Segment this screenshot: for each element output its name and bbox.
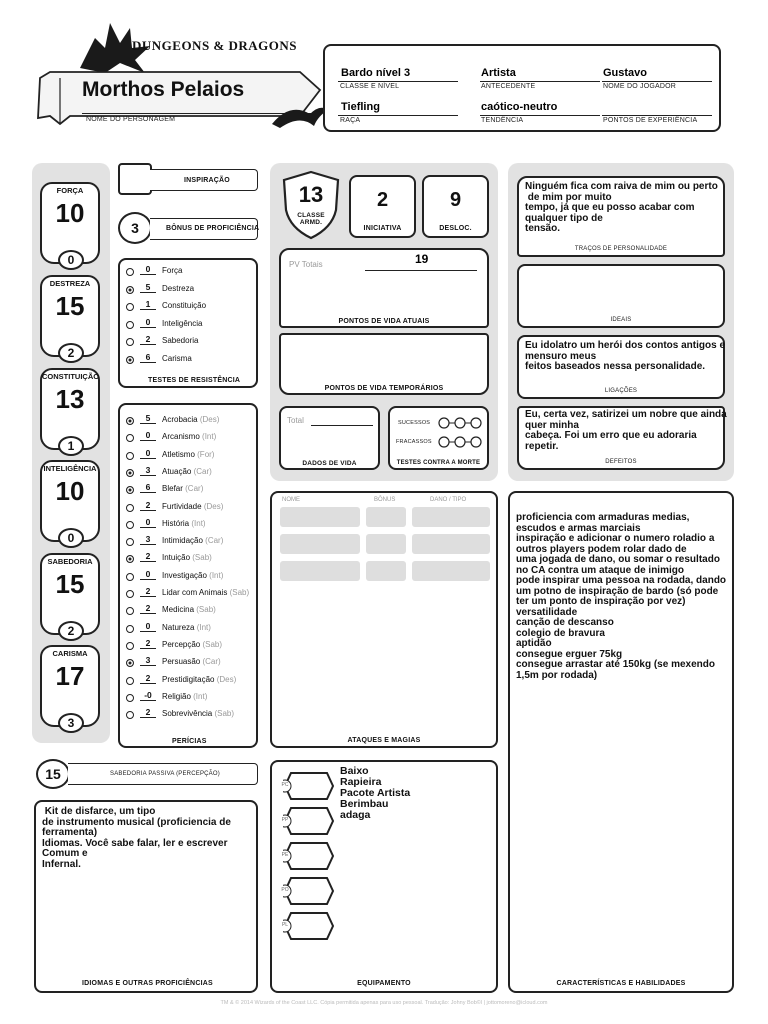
hit-dice-total-line bbox=[311, 425, 373, 426]
skill-label: Religião bbox=[162, 691, 191, 701]
skill-label: Furtividade bbox=[162, 501, 202, 511]
skill-label-wrap bbox=[162, 432, 216, 441]
death-saves-label: TESTES CONTRA A MORTE bbox=[396, 460, 481, 466]
proficiency-dot[interactable] bbox=[126, 504, 134, 512]
bonds-line: Eu idolatro um herói dos contos antigos e bbox=[525, 340, 726, 351]
feature-line: consegue erguer 75kg bbox=[516, 648, 623, 660]
skill-row bbox=[120, 673, 260, 690]
proficiency-label: BÔNUS DE PROFICIÊNCIA bbox=[166, 225, 260, 232]
equipment-item: Baixo bbox=[340, 765, 369, 777]
skill-row bbox=[120, 707, 260, 724]
skill-value[interactable]: 2 bbox=[140, 673, 156, 684]
proficiency-dot[interactable] bbox=[126, 625, 134, 633]
skill-row bbox=[120, 638, 260, 655]
skill-label: Lidar com Animais bbox=[162, 588, 228, 597]
ideals-label: IDEAIS bbox=[610, 317, 632, 323]
ability-name: SABEDORIA bbox=[47, 557, 93, 566]
skill-value[interactable]: 3 bbox=[140, 534, 156, 545]
skill-value[interactable]: 3 bbox=[140, 655, 156, 666]
attack-row-3-damage[interactable] bbox=[412, 561, 490, 581]
player-name-value[interactable]: Gustavo bbox=[603, 67, 648, 79]
skill-row bbox=[120, 621, 260, 638]
skill-row bbox=[120, 413, 260, 430]
skill-label-wrap bbox=[162, 536, 223, 545]
proficiency-line: Idiomas. Você sabe falar, ler e escrever bbox=[42, 837, 228, 849]
saving-throw-value[interactable]: 1 bbox=[140, 299, 156, 310]
ability-score[interactable]: 13 bbox=[55, 384, 85, 414]
saving-throws-list bbox=[120, 264, 260, 374]
bonds-line: mensuro meus bbox=[525, 350, 597, 362]
skill-attribute: (Int) bbox=[193, 691, 208, 701]
footer-copyright: TM & © 2014 Wizards of the Coast LLC. Cópia permitida apenas para uso pessoal. Tradução: Johny Bob©l | jottomoreno@icloud.com bbox=[220, 1000, 548, 1006]
feature-line: versatilidade bbox=[516, 606, 578, 618]
skills-list bbox=[120, 413, 260, 728]
skill-row bbox=[120, 534, 260, 551]
coin-label: PL bbox=[281, 922, 289, 928]
skill-row bbox=[120, 603, 260, 620]
skill-label: Investigação bbox=[162, 570, 207, 580]
skill-attribute: (Des) bbox=[216, 674, 237, 684]
proficiencies-title: IDIOMAS E OUTRAS PROFICIÊNCIAS bbox=[82, 980, 213, 987]
skill-attribute: (Int) bbox=[209, 570, 224, 580]
saving-throw-row bbox=[120, 317, 260, 334]
ability-score[interactable]: 15 bbox=[55, 569, 85, 599]
feature-line: ter um ponto de inspiração por vez) bbox=[516, 596, 686, 607]
ability-name: CONSTITUIÇÃO bbox=[42, 372, 100, 381]
skill-label: Acrobacia bbox=[162, 415, 198, 424]
feature-line: uma jogada de dano, ou somar o resultado bbox=[516, 554, 720, 565]
proficiency-bonus-value[interactable]: 3 bbox=[118, 212, 152, 244]
attack-row-3-name[interactable] bbox=[280, 561, 360, 581]
traits-box[interactable] bbox=[517, 176, 725, 257]
ability-modifier[interactable]: 3 bbox=[58, 713, 84, 733]
saving-throw-value[interactable]: 0 bbox=[140, 317, 156, 328]
equipment-item: Rapieira bbox=[340, 776, 382, 788]
saving-throw-label: Sabedoria bbox=[162, 336, 199, 345]
hp-max-label: PV Totais bbox=[289, 260, 323, 269]
ability-modifier[interactable]: 0 bbox=[58, 528, 84, 548]
skill-attribute: (Car) bbox=[185, 484, 204, 494]
skill-label: Blefar bbox=[162, 484, 183, 494]
ability-name: FORÇA bbox=[56, 186, 84, 195]
traits-line: de mim por muito bbox=[525, 191, 612, 203]
saving-throw-label: Constituição bbox=[162, 301, 207, 310]
traits-line: tempo, já que eu posso acabar com bbox=[525, 202, 695, 213]
saving-throw-row bbox=[120, 299, 260, 316]
speed-label: DESLOC. bbox=[439, 225, 472, 232]
skill-value[interactable]: 0 bbox=[140, 448, 156, 459]
attack-row-3-bonus[interactable] bbox=[366, 561, 406, 581]
ability-score[interactable]: 15 bbox=[55, 291, 85, 321]
ability-score[interactable]: 10 bbox=[55, 476, 85, 506]
feature-line: aptidão bbox=[516, 638, 552, 649]
hp-current-label: PONTOS DE VIDA ATUAIS bbox=[338, 318, 430, 325]
proficiency-dot[interactable] bbox=[126, 555, 134, 563]
skill-label: Intuição bbox=[162, 553, 191, 563]
ability-score[interactable]: 17 bbox=[55, 661, 85, 691]
inspiration-label: INSPIRAÇÃO bbox=[184, 177, 230, 184]
proficiency-dot[interactable] bbox=[126, 356, 134, 364]
flaws-box[interactable] bbox=[517, 406, 725, 470]
character-name[interactable]: Morthos Pelaios bbox=[82, 78, 245, 101]
skill-label-wrap bbox=[162, 519, 206, 528]
flaws-line: repetir. bbox=[525, 440, 559, 452]
death-success-circles[interactable] bbox=[436, 416, 484, 430]
skill-value[interactable]: 3 bbox=[140, 465, 156, 476]
hit-dice-label: DADOS DE VIDA bbox=[302, 460, 357, 467]
feature-line: proficiencia com armaduras medias, bbox=[516, 512, 690, 523]
skill-label-wrap bbox=[162, 605, 216, 614]
feature-line: canção de descanso bbox=[516, 617, 614, 628]
skill-attribute: (Sab) bbox=[192, 553, 212, 563]
background-label: ANTECEDENTE bbox=[481, 83, 536, 90]
coin-pp[interactable] bbox=[283, 806, 333, 836]
coin-pl[interactable] bbox=[283, 911, 333, 941]
skill-label-wrap bbox=[162, 709, 234, 718]
traits-line: Ninguém fica com raiva de mim ou perto bbox=[525, 181, 718, 192]
saving-throws-title: TESTES DE RESISTÊNCIA bbox=[148, 377, 241, 384]
proficiency-dot[interactable] bbox=[126, 642, 134, 650]
skill-label-wrap bbox=[162, 502, 223, 511]
saving-throw-label: Carisma bbox=[162, 353, 192, 363]
skill-label-wrap bbox=[162, 467, 212, 476]
speed-value[interactable]: 9 bbox=[449, 189, 462, 211]
skill-row bbox=[120, 586, 260, 603]
skill-attribute: (Sab) bbox=[196, 605, 216, 615]
skill-row bbox=[120, 655, 260, 672]
feature-line: no CA contra um ataque de inimigo bbox=[516, 564, 684, 576]
saving-throw-label: Inteligência bbox=[162, 318, 203, 328]
skill-attribute: (Car) bbox=[205, 536, 224, 546]
proficiency-line: ferramenta) bbox=[42, 827, 98, 838]
xp-label: PONTOS DE EXPERIÊNCIA bbox=[603, 117, 698, 124]
ability-modifier[interactable]: 2 bbox=[58, 621, 84, 641]
speed-box bbox=[422, 175, 489, 238]
proficiency-dot[interactable] bbox=[126, 417, 134, 425]
skill-value[interactable]: -0 bbox=[140, 690, 156, 701]
proficiencies-text[interactable] bbox=[42, 807, 254, 870]
skill-value[interactable]: 2 bbox=[140, 707, 156, 718]
proficiency-line: de instrumento musical (proficiencia de bbox=[42, 816, 231, 828]
saving-throw-value[interactable]: 6 bbox=[140, 352, 156, 363]
header bbox=[30, 10, 730, 150]
skills-title: PERÍCIAS bbox=[172, 738, 207, 745]
skill-row bbox=[120, 448, 260, 465]
alignment-line bbox=[480, 115, 600, 116]
flaws-text bbox=[525, 409, 727, 452]
bonds-text bbox=[525, 340, 726, 373]
proficiency-dot[interactable] bbox=[126, 321, 134, 329]
attacks-col-name: NOME bbox=[282, 497, 300, 503]
player-name-line bbox=[602, 81, 712, 82]
skill-attribute: (Car) bbox=[202, 657, 221, 667]
proficiency-dot[interactable] bbox=[126, 486, 134, 494]
proficiency-dot[interactable] bbox=[126, 538, 134, 546]
features-title: CARACTERÍSTICAS E HABILIDADES bbox=[556, 980, 686, 987]
proficiency-dot[interactable] bbox=[126, 590, 134, 598]
feature-line: um potno de inspiração de bardo (só pode bbox=[516, 585, 719, 597]
equipment-list[interactable] bbox=[340, 766, 490, 821]
features-text[interactable] bbox=[516, 513, 730, 681]
ability-modifier[interactable]: 2 bbox=[58, 343, 84, 363]
saving-throw-value[interactable]: 5 bbox=[140, 282, 156, 293]
attacks-title: ATAQUES E MAGIAS bbox=[347, 737, 421, 744]
hp-temp-box[interactable] bbox=[279, 333, 489, 395]
skill-value[interactable]: 0 bbox=[140, 621, 156, 632]
proficiencies-panel bbox=[34, 800, 258, 993]
skill-attribute: (Int) bbox=[196, 622, 211, 632]
skill-label: Atuação bbox=[162, 466, 192, 476]
ability-name: CARISMA bbox=[52, 649, 88, 658]
saving-throw-label: Destreza bbox=[162, 283, 195, 293]
saving-throw-row bbox=[120, 264, 260, 281]
skill-row bbox=[120, 500, 260, 517]
attack-row-2-name[interactable] bbox=[280, 534, 360, 554]
skill-attribute: (Car) bbox=[193, 466, 212, 476]
player-name-label: NOME DO JOGADOR bbox=[603, 83, 677, 90]
attack-row-1-name[interactable] bbox=[280, 507, 360, 527]
equipment-item: Pacote Artista bbox=[340, 787, 411, 799]
proficiency-dot[interactable] bbox=[126, 452, 134, 460]
skill-label-wrap bbox=[162, 675, 236, 684]
ability-intelligence bbox=[40, 460, 100, 545]
skill-value[interactable]: 0 bbox=[140, 517, 156, 528]
hit-dice-box[interactable] bbox=[279, 406, 380, 470]
attacks-col-damage: DANO / TIPO bbox=[430, 497, 467, 503]
character-name-label: NOME DO PERSONAGEM bbox=[86, 116, 176, 123]
ability-wisdom bbox=[40, 553, 100, 638]
attacks-col-bonus: BÔNUS bbox=[374, 497, 396, 503]
class-level-value[interactable]: Bardo nível 3 bbox=[341, 67, 411, 79]
proficiency-dot[interactable] bbox=[126, 268, 134, 276]
ability-modifier[interactable]: 0 bbox=[58, 250, 84, 270]
saving-throw-value[interactable]: 0 bbox=[140, 264, 156, 275]
skill-attribute: (Des) bbox=[199, 415, 220, 424]
attack-row-2-bonus[interactable] bbox=[366, 534, 406, 554]
class-level-line bbox=[338, 81, 458, 82]
proficiency-dot[interactable] bbox=[126, 303, 134, 311]
xp-line bbox=[602, 115, 712, 116]
feature-line: escudos e armas marciais bbox=[516, 522, 641, 534]
proficiency-dot[interactable] bbox=[126, 434, 134, 442]
proficiency-dot[interactable] bbox=[126, 694, 134, 702]
passive-wisdom-label: SABEDORIA PASSIVA (PERCEPÇÃO) bbox=[110, 771, 220, 777]
skill-label-wrap bbox=[162, 415, 219, 424]
coin-pe[interactable] bbox=[283, 841, 333, 871]
saving-throw-value[interactable]: 2 bbox=[140, 334, 156, 345]
coin-label: PC bbox=[281, 782, 289, 788]
skill-attribute: (For) bbox=[197, 449, 215, 459]
features-panel bbox=[508, 491, 734, 993]
equipment-item: adaga bbox=[340, 809, 371, 821]
skill-row bbox=[120, 482, 260, 499]
skill-row bbox=[120, 690, 260, 707]
armor-class-value[interactable]: 13 bbox=[298, 182, 324, 207]
hit-dice-total-label: Total bbox=[287, 416, 304, 425]
traits-text bbox=[525, 182, 723, 235]
skill-label: Persuasão bbox=[162, 657, 201, 667]
skill-label-wrap bbox=[162, 640, 222, 649]
feature-line: consegue arrastar até 150kg (se mexendo bbox=[516, 659, 715, 670]
initiative-box bbox=[349, 175, 416, 238]
initiative-label: INICIATIVA bbox=[363, 225, 402, 232]
attack-row-2-damage[interactable] bbox=[412, 534, 490, 554]
skill-attribute: (Sab) bbox=[214, 709, 235, 719]
saving-throw-row bbox=[120, 352, 260, 369]
dragon-ornament-icon bbox=[270, 100, 330, 130]
ability-name: INTELIGÊNCIA bbox=[43, 464, 97, 473]
skill-label-wrap bbox=[162, 623, 211, 632]
ability-charisma bbox=[40, 645, 100, 730]
skill-row bbox=[120, 517, 260, 534]
proficiency-dot[interactable] bbox=[126, 521, 134, 529]
skill-label-wrap bbox=[162, 571, 223, 580]
flaws-line: quer minha bbox=[525, 419, 579, 431]
skill-row bbox=[120, 569, 260, 586]
skill-attribute: (Int) bbox=[191, 518, 206, 528]
skill-value[interactable]: 2 bbox=[140, 551, 156, 562]
skill-label: História bbox=[162, 518, 190, 528]
alignment-value[interactable]: caótico-neutro bbox=[481, 101, 558, 113]
skill-label-wrap bbox=[162, 484, 203, 493]
hp-max-value[interactable]: 19 bbox=[415, 252, 429, 266]
coin-po[interactable] bbox=[283, 876, 333, 906]
saving-throws-panel bbox=[118, 258, 258, 388]
death-fail-circles[interactable] bbox=[436, 435, 484, 449]
skill-label: Intimidação bbox=[162, 536, 203, 546]
attack-row-1-bonus[interactable] bbox=[366, 507, 406, 527]
armor-class-label: CLASSE ARMD. bbox=[297, 212, 325, 226]
ability-strength bbox=[40, 182, 100, 267]
skill-label-wrap bbox=[162, 553, 212, 562]
skill-attribute: (Sab) bbox=[229, 588, 250, 597]
flaws-label: DEFEITOS bbox=[605, 459, 637, 465]
death-fail-label: FRACASSOS bbox=[396, 439, 432, 445]
skills-panel bbox=[118, 403, 258, 748]
skill-value[interactable]: 0 bbox=[140, 569, 156, 580]
traits-line: qualquer tipo de bbox=[525, 212, 603, 224]
skill-attribute: (Int) bbox=[202, 432, 217, 442]
equipment-item: Berimbau bbox=[340, 798, 389, 810]
coin-label: PP bbox=[281, 817, 289, 823]
skill-value[interactable]: 2 bbox=[140, 586, 156, 597]
skill-row bbox=[120, 551, 260, 568]
proficiency-dot[interactable] bbox=[126, 677, 134, 685]
race-value[interactable]: Tiefling bbox=[341, 101, 380, 113]
traits-label: TRAÇOS DE PERSONALIDADE bbox=[574, 246, 668, 252]
class-level-label: CLASSE E NÍVEL bbox=[340, 83, 400, 90]
skill-value[interactable]: 6 bbox=[140, 482, 156, 493]
alignment-label: TENDÊNCIA bbox=[481, 117, 524, 124]
feature-line: inspiração e adicionar o numero roladio a bbox=[516, 533, 715, 544]
ability-dexterity bbox=[40, 275, 100, 360]
skill-value[interactable]: 2 bbox=[140, 603, 156, 614]
bonds-label: LIGAÇÕES bbox=[604, 388, 638, 394]
passive-wisdom-value[interactable]: 15 bbox=[36, 759, 70, 789]
skill-value[interactable]: 2 bbox=[140, 500, 156, 511]
skill-label-wrap bbox=[162, 657, 221, 666]
inspiration-box[interactable] bbox=[118, 163, 152, 195]
hp-current-box[interactable] bbox=[279, 248, 489, 328]
proficiency-dot[interactable] bbox=[126, 469, 134, 477]
coin-label: PE bbox=[281, 852, 289, 858]
proficiency-dot[interactable] bbox=[126, 573, 134, 581]
feature-line: colegio de bravura bbox=[516, 627, 605, 639]
hp-temp-label: PONTOS DE VIDA TEMPORÁRIOS bbox=[324, 385, 444, 392]
ability-score[interactable]: 10 bbox=[55, 198, 85, 228]
death-success-label: SUCESSOS bbox=[398, 420, 431, 426]
proficiency-dot[interactable] bbox=[126, 711, 134, 719]
logo-text: DUNGEONS & DRAGONS bbox=[132, 38, 298, 53]
skill-attribute: (Des) bbox=[203, 501, 224, 511]
hp-max-line bbox=[365, 270, 477, 271]
skill-label: Natureza bbox=[162, 622, 195, 632]
coin-label: PO bbox=[281, 887, 289, 893]
skill-value[interactable]: 2 bbox=[140, 638, 156, 649]
equipment-title: EQUIPAMENTO bbox=[357, 980, 411, 987]
saving-throw-label: Força bbox=[162, 266, 183, 275]
proficiency-dot[interactable] bbox=[126, 659, 134, 667]
ability-modifier[interactable]: 1 bbox=[58, 436, 84, 456]
coin-pc[interactable] bbox=[283, 771, 333, 801]
proficiency-line: Kit de disfarce, um tipo bbox=[42, 806, 156, 817]
ideals-box[interactable] bbox=[517, 264, 725, 328]
proficiency-dot[interactable] bbox=[126, 338, 134, 346]
background-line bbox=[480, 81, 600, 82]
skill-row bbox=[120, 465, 260, 482]
initiative-value[interactable]: 2 bbox=[376, 189, 389, 211]
ability-name: DESTREZA bbox=[49, 279, 91, 288]
traits-line: tensão. bbox=[525, 223, 561, 234]
flaws-line: cabeça. Foi um erro que eu adoraria bbox=[525, 430, 697, 441]
proficiency-dot[interactable] bbox=[126, 607, 134, 615]
feature-line: 1,5m por rodada) bbox=[516, 669, 598, 681]
skill-label: Prestidigitação bbox=[162, 674, 215, 684]
skill-label: Percepção bbox=[162, 639, 201, 649]
skill-label: Medicina bbox=[162, 605, 195, 615]
attack-row-1-damage[interactable] bbox=[412, 507, 490, 527]
background-value[interactable]: Artista bbox=[481, 67, 516, 79]
proficiency-line: Comum e bbox=[42, 848, 88, 859]
race-line bbox=[338, 115, 458, 116]
proficiency-line: Infernal. bbox=[42, 858, 81, 870]
ability-constitution bbox=[40, 368, 100, 453]
skill-value[interactable]: 0 bbox=[140, 430, 156, 441]
skill-label-wrap bbox=[162, 450, 214, 459]
skill-label: Arcanismo bbox=[162, 432, 200, 442]
skill-label: Sobrevivência bbox=[162, 709, 213, 719]
feature-line: pode inspirar uma pessoa na rodada, dando bbox=[516, 575, 727, 586]
saving-throw-row bbox=[120, 282, 260, 299]
attacks-panel bbox=[270, 491, 498, 748]
death-saves-box bbox=[388, 406, 489, 470]
flaws-line: Eu, certa vez, satirizei um nobre que ainda bbox=[525, 409, 727, 420]
bonds-line: feitos baseados nessa personalidade. bbox=[525, 361, 706, 372]
proficiency-dot[interactable] bbox=[126, 286, 134, 294]
saving-throw-row bbox=[120, 334, 260, 351]
skill-label-wrap bbox=[162, 588, 249, 597]
skill-attribute: (Sab) bbox=[202, 639, 223, 649]
bonds-box[interactable] bbox=[517, 335, 725, 399]
feature-line: outros players podem rolar dado de bbox=[516, 543, 687, 555]
skill-row bbox=[120, 430, 260, 447]
skill-label: Atletismo bbox=[162, 449, 195, 459]
skill-value[interactable]: 5 bbox=[140, 413, 156, 424]
race-label: RAÇA bbox=[340, 117, 361, 124]
skill-label-wrap bbox=[162, 692, 207, 701]
